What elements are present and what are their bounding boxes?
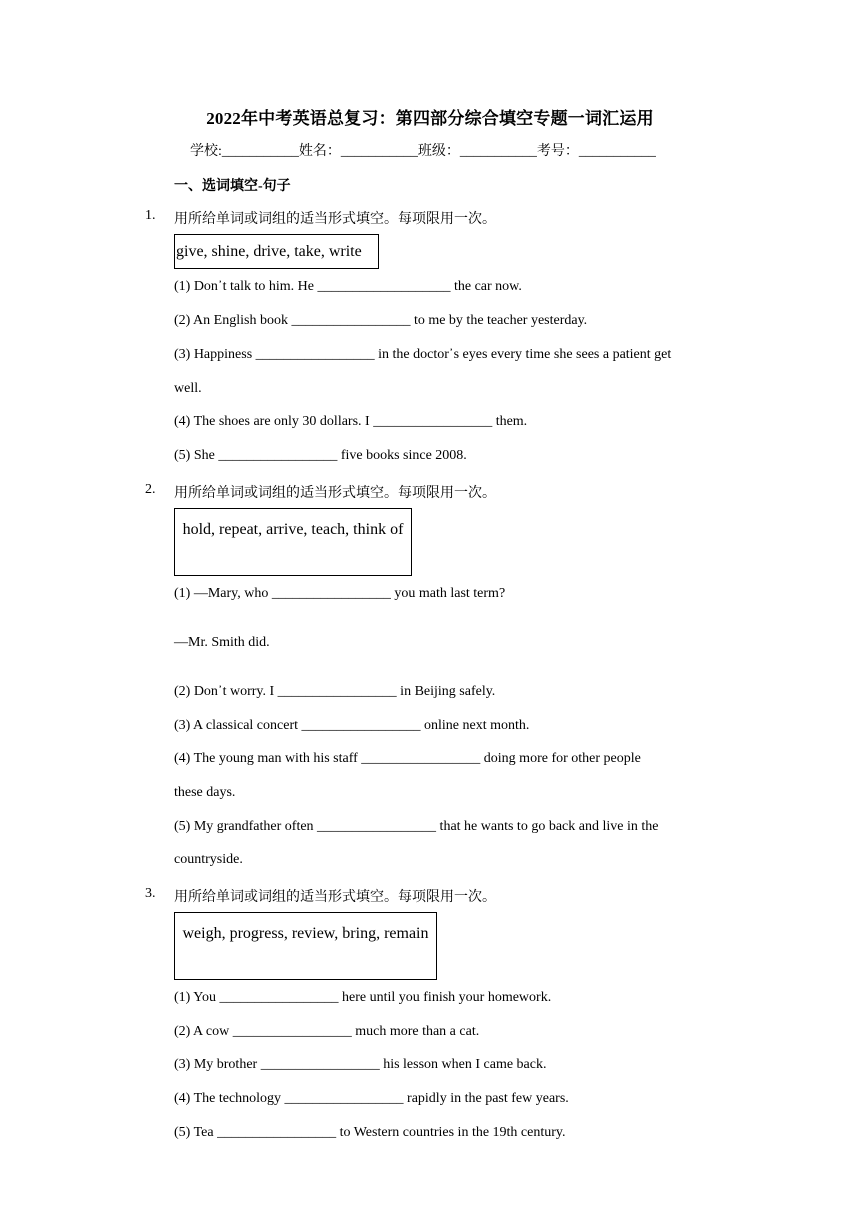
page-title: 2022年中考英语总复习：第四部分综合填空专题一词汇运用 <box>206 109 654 128</box>
word-box: hold, repeat, arrive, teach, think of <box>174 508 412 576</box>
question-line: (1) Don᾽t talk to him. He ___________________ the car now. <box>174 279 522 294</box>
question-line: (2) Don᾽t worry. I _________________ in Beijing safely. <box>174 684 496 699</box>
question-number: 2. <box>145 482 156 497</box>
question-line: (4) The shoes are only 30 dollars. I _________________ them. <box>174 414 528 429</box>
question-line: (4) The technology _________________ rapidly in the past few years. <box>174 1091 569 1106</box>
question-line: (2) A cow _________________ much more than a cat. <box>174 1024 480 1039</box>
section-heading: 一、选词填空-句子 <box>174 179 291 194</box>
question-line: (5) My grandfather often _________________ that he wants to go back and live in the <box>174 819 659 834</box>
question-line: well. <box>174 381 202 396</box>
question-line: (1) —Mary, who _________________ you math last term? <box>174 586 506 601</box>
question-line: countryside. <box>174 852 243 867</box>
question-line: (2) An English book _________________ to me by the teacher yesterday. <box>174 313 588 328</box>
question-line: (1) You _________________ here until you finish your homework. <box>174 990 552 1005</box>
question-line: —Mr. Smith did. <box>174 635 270 650</box>
question-line: (3) A classical concert _________________ online next month. <box>174 718 530 733</box>
question-instruction: 用所给单词或词组的适当形式填空。每项限用一次。 <box>174 890 496 905</box>
word-box: give, shine, drive, take, write <box>174 234 379 269</box>
question-line: (5) Tea _________________ to Western countries in the 19th century. <box>174 1125 566 1140</box>
question-number: 3. <box>145 886 156 901</box>
question-line: (3) Happiness _________________ in the doctor᾽s eyes every time she sees a patient get <box>174 347 672 362</box>
question-line: these days. <box>174 785 236 800</box>
question-line: (5) She _________________ five books since 2008. <box>174 448 467 463</box>
question-instruction: 用所给单词或词组的适当形式填空。每项限用一次。 <box>174 486 496 501</box>
question-instruction: 用所给单词或词组的适当形式填空。每项限用一次。 <box>174 212 496 227</box>
question-line: (4) The young man with his staff _________________ doing more for other people <box>174 751 641 766</box>
question-number: 1. <box>145 208 156 223</box>
question-line: (3) My brother _________________ his lesson when I came back. <box>174 1057 547 1072</box>
word-box: weigh, progress, review, bring, remain <box>174 912 437 980</box>
student-info-line: 学校:___________姓名：___________班级：___________考号：___________ <box>190 144 656 159</box>
